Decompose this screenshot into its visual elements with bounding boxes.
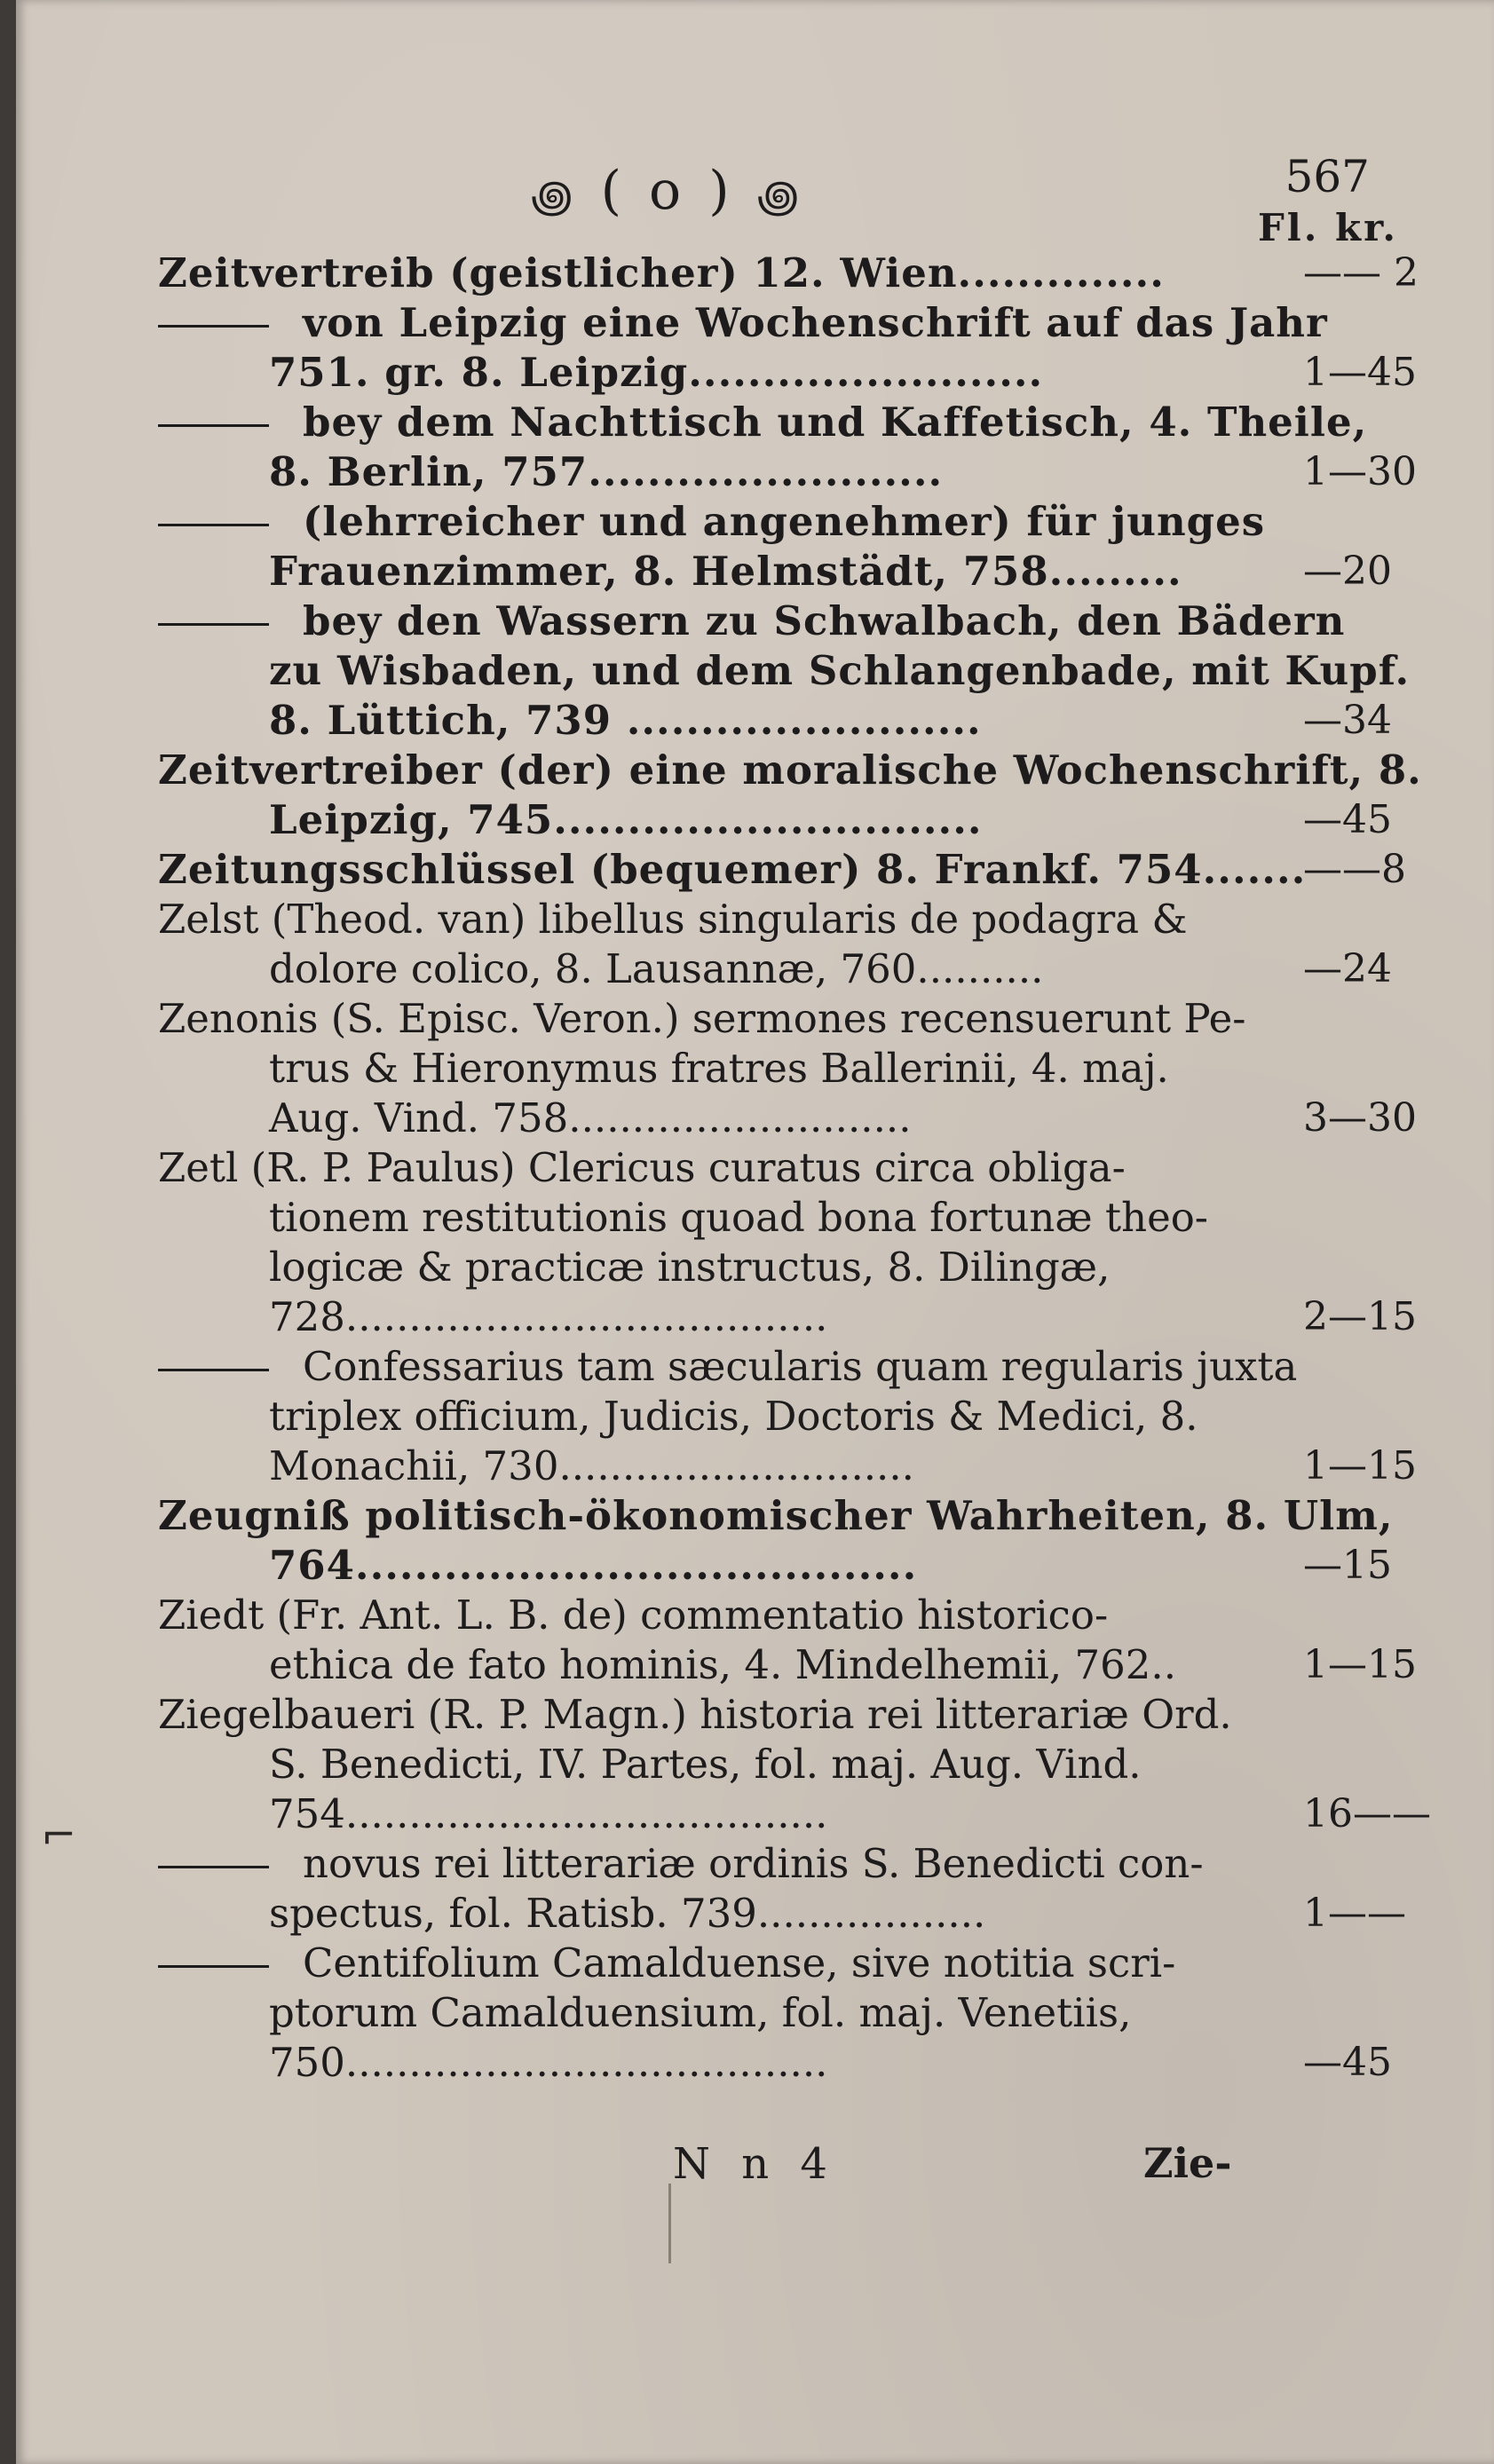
entry-line (158, 696, 1392, 746)
entry-line (158, 1243, 1303, 1292)
printer-signature: N n 4 (673, 2139, 836, 2189)
entry-line (158, 845, 1406, 895)
entry-price: 3—30 (1303, 1095, 1417, 1141)
entry-text: 751. gr. 8. Leipzig........................ (269, 349, 1044, 396)
entry-line (158, 1591, 1303, 1640)
entry-text: 764...................................... (269, 1542, 918, 1589)
entry-line (158, 1889, 1406, 1939)
entry-line (158, 895, 1303, 944)
entry-line (158, 298, 1328, 348)
entry-price: 1—15 (1303, 1443, 1417, 1489)
catalog-entry (158, 1143, 1417, 1342)
entry-line (158, 795, 1392, 845)
entry-text: bey dem Nachttisch und Kaffetisch, 4. Theile, (303, 399, 1368, 446)
entry-price: 16—— (1303, 1791, 1431, 1836)
entry-text: ptorum Camalduensium, fol. maj. Venetiis, (269, 1989, 1132, 2036)
repeat-dash (158, 424, 269, 427)
margin-mark-icon: ⌐ (41, 1811, 77, 1860)
entry-line (158, 1342, 1303, 1392)
entry-text: 728...................................... (269, 1293, 828, 1340)
entry-line (158, 398, 1368, 447)
catalog-entry (158, 249, 1419, 298)
entry-text: zu Wisbaden, und dem Schlangenbade, mit Kupf. (269, 647, 1411, 694)
entry-text: bey den Wassern zu Schwalbach, den Bädern (303, 597, 1346, 644)
page-scratch (668, 2184, 671, 2263)
entry-text: dolore colico, 8. Lausannæ, 760.......... (269, 945, 1044, 992)
entry-text: Ziegelbaueri (R. P. Magn.) historia rei litterariæ Ord. (158, 1691, 1232, 1738)
entry-text: trus & Hieronymus fratres Ballerinii, 4. maj. (269, 1045, 1169, 1092)
entry-line (158, 994, 1303, 1044)
entry-price: —15 (1303, 1543, 1392, 1588)
entry-text: Zeugniß politisch-ökonomischer Wahrheiten, 8. Ulm, (158, 1492, 1394, 1539)
entry-line (158, 497, 1303, 547)
catalog-entries (158, 249, 1431, 2088)
entry-text: ethica de fato hominis, 4. Mindelhemii, 762.. (269, 1641, 1177, 1688)
repeat-dash (158, 1866, 269, 1868)
entry-line (158, 348, 1417, 398)
entry-price: —— 2 (1303, 250, 1419, 296)
entry-text: Zeitvertreiber (der) eine moralische Wochenschrift, 8. (158, 746, 1422, 794)
entry-price: 1—30 (1303, 449, 1417, 494)
entry-price: 1—— (1303, 1891, 1406, 1936)
entry-line (158, 746, 1422, 795)
entry-line (158, 1740, 1303, 1789)
repeat-dash (158, 1965, 269, 1968)
entry-line (158, 447, 1417, 497)
entry-text: Aug. Vind. 758........................... (269, 1094, 912, 1141)
entry-price: 2—15 (1303, 1294, 1417, 1339)
entry-line (158, 1392, 1303, 1441)
currency-columns-heading: Fl. kr. (1257, 206, 1398, 249)
ornament-right-icon: ꩜ (756, 170, 805, 223)
entry-text: Zelst (Theod. van) libellus singularis de podagra & (158, 896, 1188, 943)
entry-price: —45 (1303, 2040, 1392, 2085)
entry-text: 750...................................... (269, 2039, 828, 2086)
entry-price: —24 (1303, 946, 1392, 991)
entry-line (158, 1292, 1417, 1342)
ornament-left-icon: ꩜ (531, 170, 579, 223)
entry-price: 1—45 (1303, 350, 1417, 395)
catalog-entry (158, 596, 1411, 746)
entry-line (158, 1143, 1303, 1193)
page-number: 567 (1285, 151, 1370, 202)
entry-line (158, 1441, 1417, 1491)
repeat-dash (158, 325, 269, 328)
catalog-entry (158, 895, 1392, 994)
entry-price: —45 (1303, 797, 1392, 842)
catalog-entry (158, 1342, 1417, 1491)
page-label (531, 160, 804, 227)
entry-line (158, 1094, 1417, 1143)
page-label-text: ( o ) (600, 160, 735, 222)
entry-line (158, 1193, 1303, 1243)
entry-text: Zeitungsschlüssel (bequemer) 8. Frankf. 754....... (158, 846, 1307, 893)
entry-line (158, 2038, 1392, 2088)
entry-text: Zenonis (S. Episc. Veron.) sermones recensuerunt Pe- (158, 995, 1246, 1042)
entry-line (158, 646, 1411, 696)
entry-line (158, 1939, 1303, 1988)
entry-line (158, 944, 1392, 994)
catalog-entry (158, 1690, 1431, 1839)
page-header (16, 151, 1494, 249)
catalog-entry (158, 746, 1422, 845)
entry-text: tionem restitutionis quoad bona fortunæ theo- (269, 1194, 1209, 1241)
entry-text: logicæ & practicæ instructus, 8. Dilingæ, (269, 1244, 1111, 1291)
entry-text: von Leipzig eine Wochenschrift auf das Jahr (303, 299, 1328, 346)
entry-line (158, 1789, 1431, 1839)
repeat-dash (158, 524, 269, 526)
catalog-entry (158, 994, 1417, 1143)
entry-text: Leipzig, 745............................. (269, 796, 983, 843)
entry-text: Frauenzimmer, 8. Helmstädt, 758......... (269, 548, 1182, 595)
catalog-entry (158, 298, 1417, 398)
entry-text: Confessarius tam sæcularis quam regularis juxta (303, 1343, 1298, 1390)
entry-price: ——8 (1303, 847, 1406, 892)
entry-line (158, 1988, 1303, 2038)
entry-text: Zeitvertreib (geistlicher) 12. Wien.............. (158, 249, 1165, 296)
entry-price: —34 (1303, 698, 1392, 743)
book-page (16, 0, 1494, 2464)
entry-line (158, 1541, 1392, 1591)
catalog-entry (158, 1491, 1394, 1591)
catalog-entry (158, 1591, 1417, 1690)
entry-line (158, 547, 1392, 596)
entry-text: Ziedt (Fr. Ant. L. B. de) commentatio historico- (158, 1591, 1109, 1639)
entry-line (158, 1690, 1303, 1740)
entry-price: —20 (1303, 549, 1392, 594)
entry-text: (lehrreicher und angenehmer) für junges (303, 498, 1266, 545)
catalog-entry (158, 497, 1392, 596)
repeat-dash (158, 623, 269, 626)
catalog-entry (158, 1839, 1406, 1939)
catalog-entry (158, 1939, 1392, 2088)
entry-line (158, 1491, 1394, 1541)
entry-text: Centifolium Camalduense, sive notitia scri- (303, 1939, 1176, 1986)
entry-line (158, 1044, 1303, 1094)
entry-text: 8. Lüttich, 739 ........................ (269, 697, 982, 744)
entry-price: 1—15 (1303, 1642, 1417, 1687)
entry-line (158, 1839, 1303, 1889)
entry-line (158, 1640, 1417, 1690)
entry-text: Monachii, 730............................ (269, 1442, 914, 1489)
entry-text: S. Benedicti, IV. Partes, fol. maj. Aug. Vind. (269, 1741, 1142, 1788)
entry-text: 8. Berlin, 757........................ (269, 448, 944, 495)
entry-text: 754...................................... (269, 1790, 828, 1837)
entry-text: novus rei litterariæ ordinis S. Benedicti con- (303, 1840, 1204, 1887)
entry-text: triplex officium, Judicis, Doctoris & Medici, 8. (269, 1393, 1198, 1440)
entry-text: Zetl (R. P. Paulus) Clericus curatus circa obliga- (158, 1144, 1126, 1191)
entry-line (158, 249, 1419, 298)
repeat-dash (158, 1369, 269, 1371)
catchword: Zie- (1143, 2139, 1232, 2187)
entry-text: spectus, fol. Ratisb. 739.................. (269, 1890, 986, 1937)
catalog-entry (158, 398, 1417, 497)
entry-line (158, 596, 1346, 646)
catalog-entry (158, 845, 1406, 895)
